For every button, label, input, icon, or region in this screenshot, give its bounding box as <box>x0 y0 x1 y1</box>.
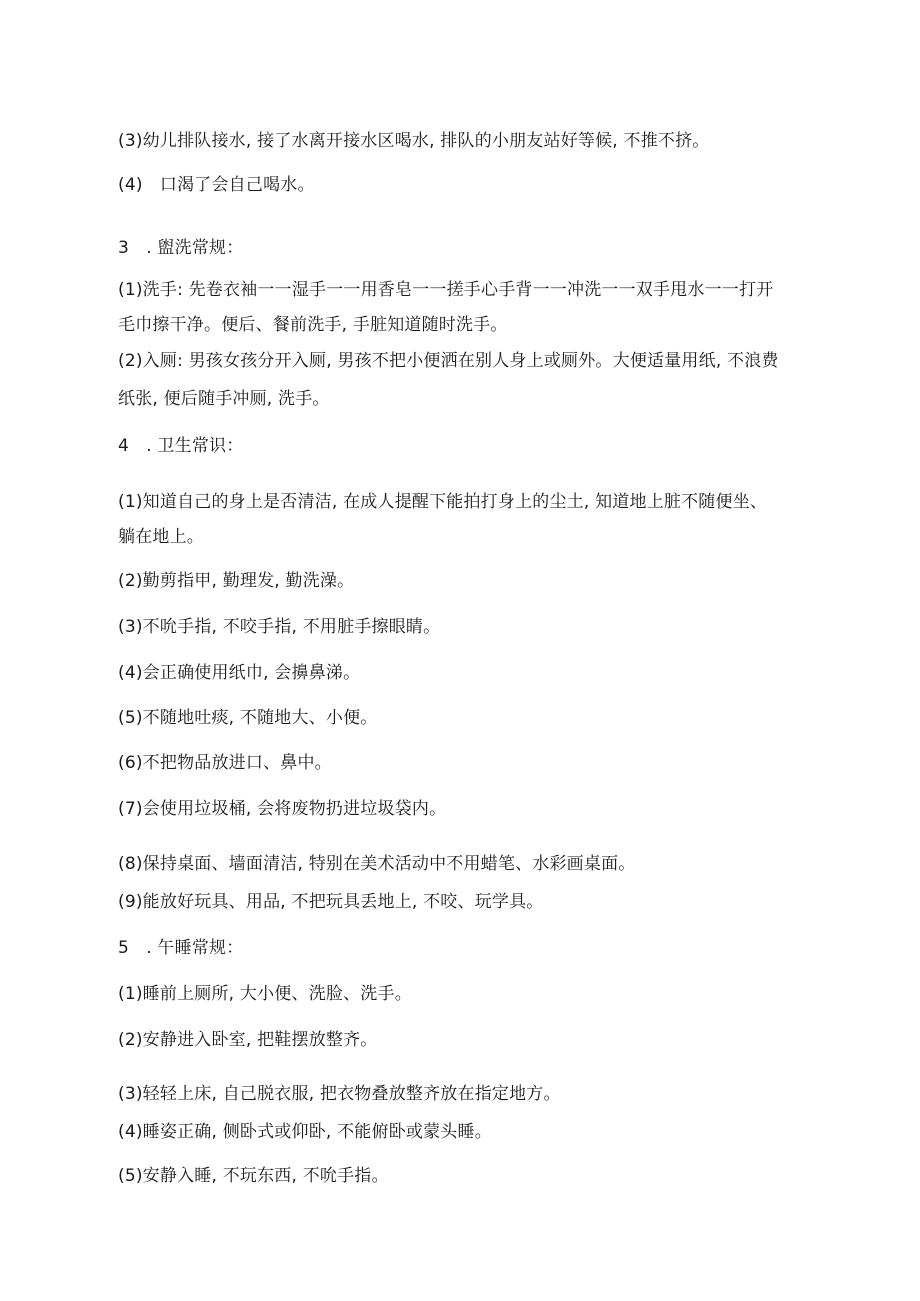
text-line: (5)安静入睡, 不玩东西, 不吮手指。 <box>118 1166 389 1186</box>
text-line: (2)勤剪指甲, 勤理发, 勤洗澡。 <box>118 571 355 591</box>
text-line: (2)安静进入卧室, 把鞋摆放整齐。 <box>118 1030 378 1050</box>
text-line: (4) 口渴了会自己喝水。 <box>118 175 315 195</box>
text-line: (1)洗手: 先卷衣袖一一湿手一一用香皂一一搓手心手背一一冲洗一一双手甩水一一打开 <box>118 280 774 300</box>
section-heading: 4 . 卫生常识： <box>118 436 244 456</box>
text-line: (1)知道自己的身上是否清洁, 在成人提醒下能拍打身上的尘土, 知道地上脏不随便坐、 <box>118 492 768 512</box>
text-line: (3)不吮手指, 不咬手指, 不用脏手擦眼睛。 <box>118 617 441 637</box>
section-heading: 3 . 盥洗常规： <box>118 238 244 258</box>
text-line: 毛巾擦干净。便后、餐前洗手, 手脏知道随时洗手。 <box>118 315 508 335</box>
text-line: (9)能放好玩具、用品, 不把玩具丢地上, 不咬、玩学具。 <box>118 892 544 912</box>
text-line: (3)轻轻上床, 自己脱衣服, 把衣物叠放整齐放在指定地方。 <box>118 1084 561 1104</box>
text-line: 躺在地上。 <box>118 527 204 547</box>
section-heading: 5 . 午睡常规： <box>118 938 244 958</box>
text-line: (2)入厕: 男孩女孩分开入厕, 男孩不把小便洒在别人身上或厕外。大便适量用纸, 不浪费 <box>118 351 779 371</box>
text-line: (7)会使用垃圾桶, 会将废物扔进垃圾袋内。 <box>118 799 447 819</box>
text-line: (6)不把物品放进口、鼻中。 <box>118 753 332 773</box>
text-line: (3)幼儿排队接水, 接了水离开接水区喝水, 排队的小朋友站好等候, 不推不挤。 <box>118 131 710 151</box>
text-line: (4)睡姿正确, 侧卧式或仰卧, 不能俯卧或蒙头睡。 <box>118 1122 492 1142</box>
text-line: (5)不随地吐痰, 不随地大、小便。 <box>118 708 378 728</box>
text-line: 纸张, 便后随手冲厕, 洗手。 <box>118 389 330 409</box>
text-line: (4)会正确使用纸巾, 会擤鼻涕。 <box>118 663 361 683</box>
text-line: (1)睡前上厕所, 大小便、洗脸、洗手。 <box>118 984 412 1004</box>
text-line: (8)保持桌面、墙面清洁, 特别在美术活动中不用蜡笔、水彩画桌面。 <box>118 854 636 874</box>
